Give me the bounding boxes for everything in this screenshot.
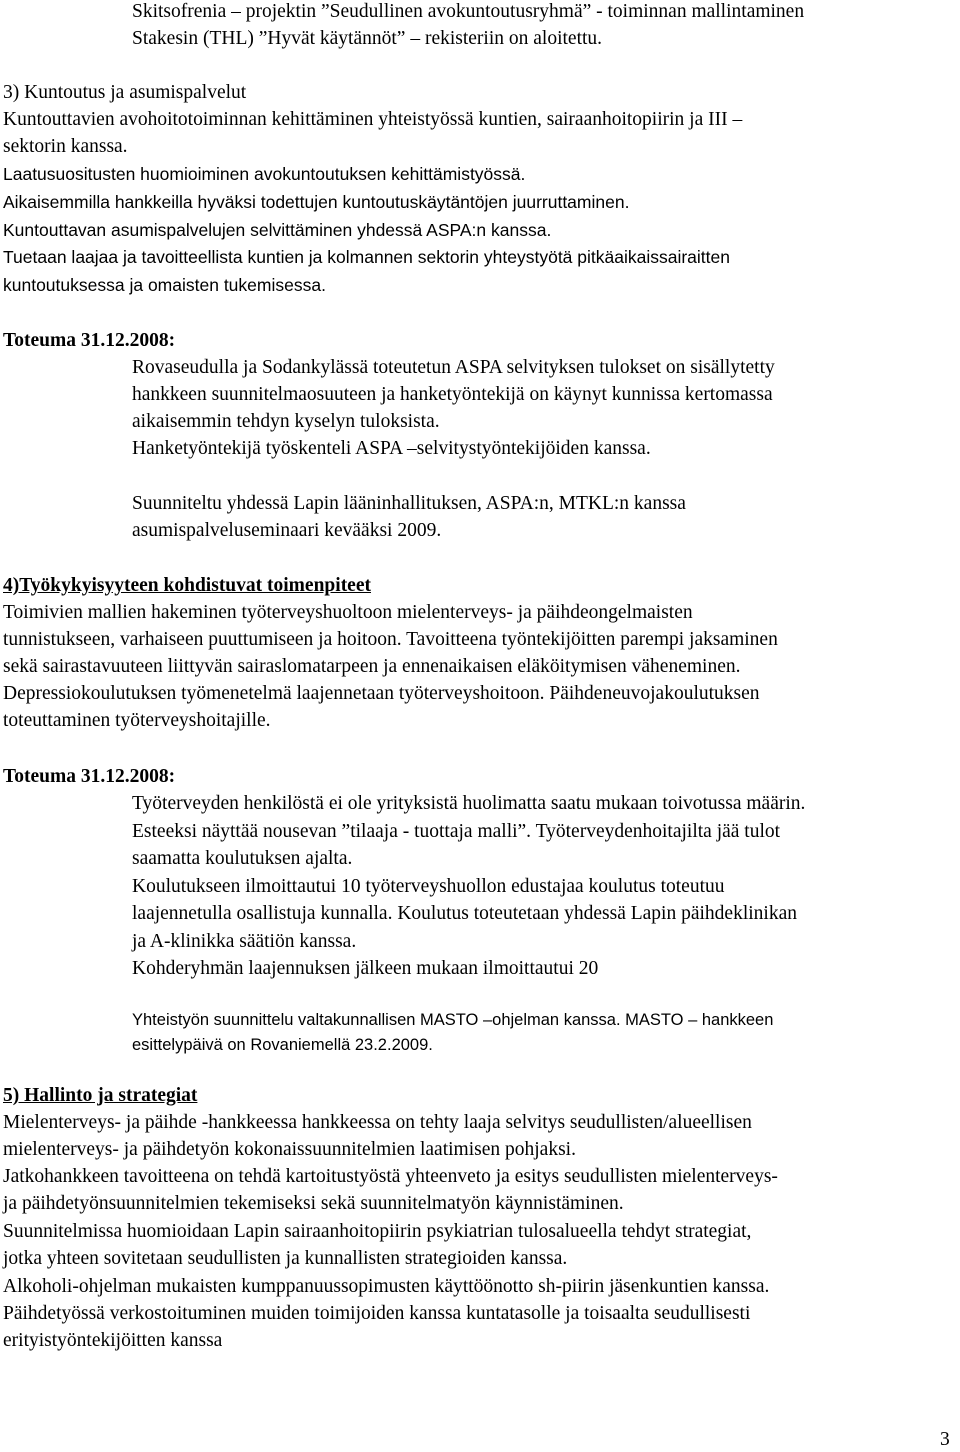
toteuma-line: Rovaseudulla ja Sodankylässä toteutetun ASPA selvityksen tulokset on sisällytetty	[132, 357, 775, 378]
paragraph-line: Tuetaan laajaa ja tavoitteellista kuntien ja kolmannen sektorin yhteystyötä pitkäaikaissairaitten	[3, 247, 730, 267]
toteuma-line: esittelypäivä on Rovaniemellä 23.2.2009.	[132, 1036, 433, 1054]
paragraph-line: mielenterveys- ja päihdetyön kokonaissuunnitelmien laatimisen pohjaksi.	[3, 1139, 576, 1160]
paragraph-line: Mielenterveys- ja päihde -hankkeessa hankkeessa on tehty laaja selvitys seudullisten/alueellisen	[3, 1112, 752, 1133]
intro-line: Stakesin (THL) ”Hyvät käytännöt” – rekisteriin on aloitettu.	[132, 28, 603, 49]
paragraph-line: Toimivien mallien hakeminen työterveyshuoltoon mielenterveys- ja päihdeongelmaisten	[3, 602, 693, 623]
toteuma-line: Hanketyöntekijä työskenteli ASPA –selvitystyöntekijöiden kanssa.	[132, 438, 651, 459]
paragraph-line: Depressiokoulutuksen työmenetelmä laajennetaan työterveyshoitoon. Päihdeneuvojakoulutuksen	[3, 683, 760, 704]
toteuma-label: Toteuma 31.12.2008:	[3, 330, 176, 351]
toteuma-line: laajennetulla osallistuja kunnalla. Koulutus toteutetaan yhdessä Lapin päihdeklinikan	[132, 903, 797, 924]
paragraph-line: toteuttaminen työterveyshoitajille.	[3, 710, 271, 731]
paragraph-line: kuntoutuksessa ja omaisten tukemisessa.	[3, 275, 326, 295]
toteuma-line: aikaisemmin tehdyn kyselyn tuloksista.	[132, 411, 440, 432]
section-4-heading: 4)Työkykyisyyteen kohdistuvat toimenpiteet	[3, 575, 371, 596]
toteuma-label: Toteuma 31.12.2008:	[3, 766, 176, 787]
section-3-heading: 3) Kuntoutus ja asumispalvelut	[3, 82, 247, 103]
toteuma-line: Työterveyden henkilöstä ei ole yrityksistä huolimatta saatu mukaan toivotussa määrin.	[132, 793, 806, 814]
paragraph-line: Alkoholi-ohjelman mukaisten kumppanuussopimusten käyttöönotto sh-piirin jäsenkuntien kanssa.	[3, 1276, 770, 1297]
paragraph-line: Aikaisemmilla hankkeilla hyväksi todettujen kuntoutuskäytäntöjen juurruttaminen.	[3, 192, 630, 212]
toteuma-line: hankkeen suunnitelmaosuuteen ja hanketyöntekijä on käynyt kunnissa kertomassa	[132, 384, 773, 405]
toteuma-line: Yhteistyön suunnittelu valtakunnallisen MASTO –ohjelman kanssa. MASTO – hankkeen	[132, 1011, 774, 1029]
toteuma-line: asumispalveluseminaari kevääksi 2009.	[132, 520, 442, 541]
toteuma-line: ja A-klinikka säätiön kanssa.	[132, 931, 357, 952]
paragraph-line: Kuntouttavan asumispalvelujen selvittäminen yhdessä ASPA:n kanssa.	[3, 220, 552, 240]
paragraph-line: ja päihdetyönsuunnitelmien tekemiseksi sekä suunnitelmatyön käynnistäminen.	[3, 1193, 624, 1214]
section-5-heading: 5) Hallinto ja strategiat	[3, 1085, 198, 1106]
paragraph-line: Kuntouttavien avohoitotoiminnan kehittäminen yhteistyössä kuntien, sairaanhoitopiirin ja III –	[3, 109, 743, 130]
paragraph-line: Päihdetyössä verkostoituminen muiden toimijoiden kanssa kuntatasolle ja toisaalta seudullisesti	[3, 1303, 751, 1324]
page-number: 3	[940, 1429, 950, 1450]
paragraph-line: Laatusuositusten huomioiminen avokuntoutuksen kehittämistyössä.	[3, 164, 526, 184]
toteuma-line: saamatta koulutuksen ajalta.	[132, 848, 353, 869]
paragraph-line: Jatkohankkeen tavoitteena on tehdä kartoitustyöstä yhteenveto ja esitys seudullisten mielenterveys-	[3, 1166, 778, 1187]
intro-line: Skitsofrenia – projektin ”Seudullinen avokuntoutusryhmä” - toiminnan mallintaminen	[132, 1, 805, 22]
paragraph-line: tunnistukseen, varhaiseen puuttumiseen ja hoitoon. Tavoitteena työntekijöitten parempi jaksaminen	[3, 629, 778, 650]
toteuma-line: Kohderyhmän laajennuksen jälkeen mukaan ilmoittautui 20	[132, 958, 599, 979]
toteuma-line: Koulutukseen ilmoittautui 10 työterveyshuollon edustajaa koulutus toteutuu	[132, 876, 725, 897]
paragraph-line: sektorin kanssa.	[3, 136, 128, 157]
paragraph-line: sekä sairastavuuteen liittyvän sairaslomatarpeen ja ennenaikaisen eläköitymisen väheneminen.	[3, 656, 741, 677]
paragraph-line: Suunnitelmissa huomioidaan Lapin sairaanhoitopiirin psykiatrian tulosalueella tehdyt strategiat,	[3, 1221, 752, 1242]
paragraph-line: jotka yhteen sovitetaan seudullisten ja kunnallisten strategioiden kanssa.	[3, 1248, 568, 1269]
toteuma-line: Esteeksi näyttää nousevan ”tilaaja - tuottaja malli”. Työterveydenhoitajilta jää tulot	[132, 821, 781, 842]
paragraph-line: erityistyöntekijöitten kanssa	[3, 1330, 223, 1351]
toteuma-line: Suunniteltu yhdessä Lapin lääninhallituksen, ASPA:n, MTKL:n kanssa	[132, 493, 686, 514]
